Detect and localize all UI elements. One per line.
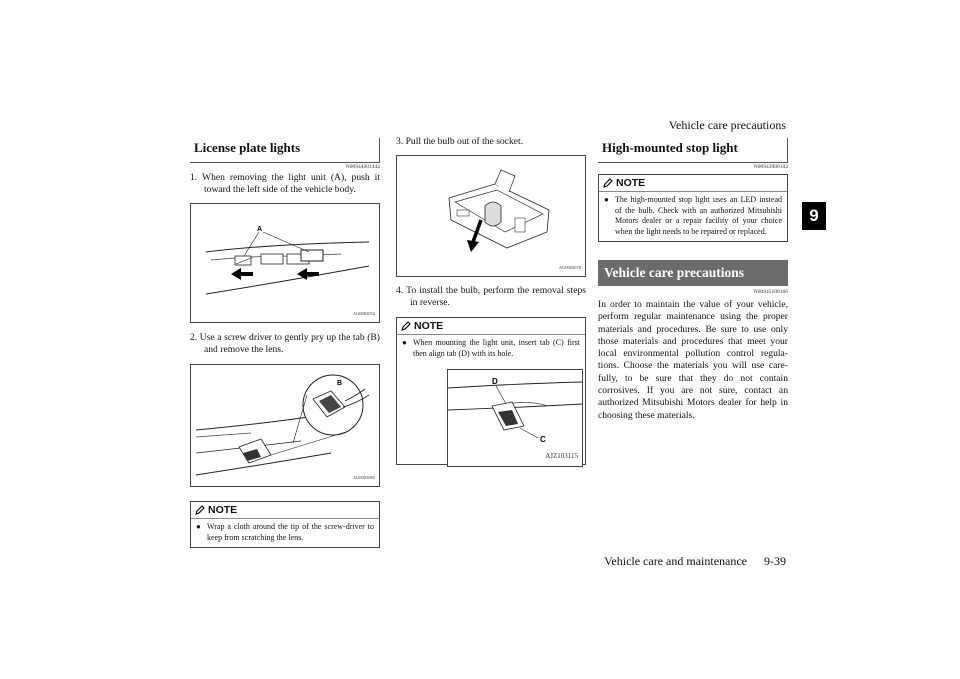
step-3: 3. Pull the bulb out of the socket. <box>396 136 524 147</box>
step-4: 4. To install the bulb, perform the removal steps in reverse. <box>396 285 586 308</box>
heading-text: Vehicle care precautions <box>604 265 744 280</box>
heading-text: License plate lights <box>194 140 301 155</box>
note-box <box>190 501 380 548</box>
step-1: 1. When removing the light unit (A), push it toward the left side of the vehicle body. <box>190 172 380 195</box>
section-heading-dark <box>598 260 788 286</box>
page-footer <box>604 554 786 569</box>
bullet-icon: ● <box>196 522 201 531</box>
step-2: 2. Use a screw driver to gently pry up the tab (B) and remove the lens. <box>190 332 380 355</box>
section-heading <box>598 134 788 163</box>
note-pen-icon <box>195 505 205 515</box>
figure-code: AG0003078 <box>558 265 581 270</box>
note-header <box>599 175 787 192</box>
reference-code: N00944001442 <box>345 164 380 170</box>
note-box <box>598 174 788 242</box>
note-body <box>191 519 379 547</box>
figure-code: AG0003052 <box>352 311 375 316</box>
label-b: B <box>337 380 343 387</box>
figure-code: AJZ103115 <box>545 452 578 460</box>
note-title: NOTE <box>414 320 444 332</box>
body-paragraph: In order to maintain the value of your vehicle, perform regular maintenance using the proper materials and procedures. Be sure to use only those materials and procedures that meet your local environmental pollution control regula-tions. Choose the materials you will use care-fully, to be sure that they do not contain corrosives. If you are not sure, contact an authorized Mitsubishi Motors dealer for help in choosing these materials. <box>598 299 788 421</box>
lens-illustration <box>191 365 379 486</box>
note-body <box>599 192 787 241</box>
column-license-plate-lights <box>190 134 380 548</box>
figure-light-unit-removal <box>190 203 380 323</box>
note-pen-icon <box>603 178 613 188</box>
page-number: 9-39 <box>764 554 786 568</box>
figure-bulb-removal <box>396 155 586 277</box>
note-title: NOTE <box>208 504 238 516</box>
label-c: C <box>540 435 546 444</box>
section-heading <box>190 134 380 163</box>
reference-code: N00943900102 <box>753 164 788 170</box>
bullet-icon: ● <box>604 195 609 204</box>
note-text: The high-mounted stop light uses an LED instead of the bulb. Check with an authorized Mitsubishi Motors dealer or a repair facility of your choice when the light needs to be repaired or replaced. <box>615 195 782 236</box>
figure-code: AG0003065 <box>352 475 375 480</box>
column-bulb-steps <box>396 134 586 465</box>
bullet-icon: ● <box>402 338 407 347</box>
footer-section: Vehicle care and maintenance <box>604 554 747 568</box>
note-title: NOTE <box>616 177 646 189</box>
column-stop-light-and-care <box>598 134 788 422</box>
reference-code: N00945100166 <box>753 289 788 295</box>
figure-tab-alignment <box>447 369 583 467</box>
figure-lens-removal <box>190 364 380 487</box>
label-d: D <box>492 377 498 386</box>
note-pen-icon <box>401 321 411 331</box>
heading-text: High-mounted stop light <box>602 140 738 155</box>
chapter-tab: 9 <box>802 202 826 230</box>
note-header <box>191 502 379 519</box>
note-text: Wrap a cloth around the tip of the screw-driver to keep from scratching the lens. <box>207 522 374 542</box>
bulb-illustration <box>397 156 585 276</box>
note-body <box>397 335 585 363</box>
note-box <box>396 317 586 465</box>
note-text: When mounting the light unit, insert tab (C) first then align tab (D) with its hole. <box>413 338 580 358</box>
label-a: A <box>257 226 263 233</box>
running-header: Vehicle care precautions <box>668 118 786 132</box>
note-header <box>397 318 585 335</box>
light-unit-illustration <box>191 204 379 322</box>
